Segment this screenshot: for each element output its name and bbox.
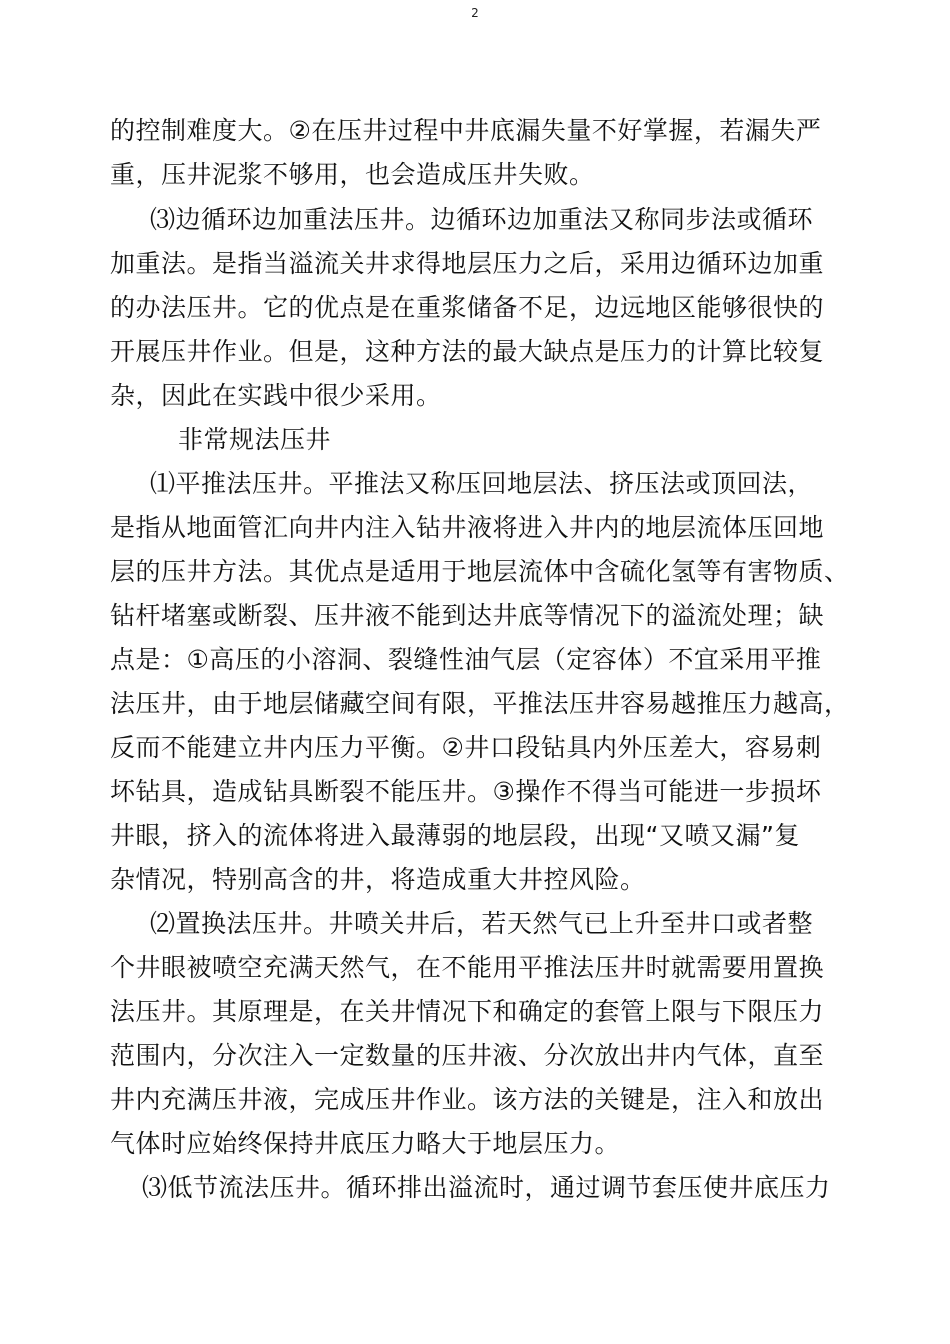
text-line: 法压井。其原理是，在关井情况下和确定的套管上限与下限压力 — [110, 997, 825, 1026]
text-line: ⑵置换法压井。井喷关井后，若天然气已上升至井口或者整 — [150, 909, 814, 938]
text-line: 范围内，分次注入一定数量的压井液、分次放出井内气体，直至 — [110, 1041, 825, 1070]
section-heading: 非常规法压井 — [178, 425, 332, 454]
text-line: ⑶低节流法压井。循环排出溢流时，通过调节套压使井底压力 — [142, 1173, 831, 1202]
text-line: 井眼，挤入的流体将进入最薄弱的地层段，出现“又喷又漏”复 — [110, 821, 800, 850]
text-line: 点是：①高压的小溶洞、裂缝性油气层（定容体）不宜采用平推 — [110, 645, 822, 674]
text-line: 杂情况，特别高含的井，将造成重大井控风险。 — [110, 865, 646, 894]
text-line: 层的压井方法。其优点是适用于地层流体中含硫化氢等有害物质、 — [110, 557, 850, 586]
text-line: 井内充满压井液，完成压井作业。该方法的关键是，注入和放出 — [110, 1085, 825, 1114]
text-line: 反而不能建立井内压力平衡。②井口段钻具内外压差大，容易刺 — [110, 733, 822, 762]
text-line: 的办法压井。它的优点是在重浆储备不足，边远地区能够很快的 — [110, 293, 825, 322]
text-line: 坏钻具，造成钻具断裂不能压井。③操作不得当可能进一步损坏 — [110, 777, 822, 806]
text-line: 杂，因此在实践中很少采用。 — [110, 381, 442, 410]
text-line: 法压井，由于地层储藏空间有限，平推法压井容易越推压力越高， — [110, 689, 850, 718]
text-line: 重，压井泥浆不够用，也会造成压井失败。 — [110, 160, 595, 189]
text-line: 是指从地面管汇向井内注入钻井液将进入井内的地层流体压回地 — [110, 513, 825, 542]
text-line: 开展压井作业。但是，这种方法的最大缺点是压力的计算比较复 — [110, 337, 825, 366]
text-line: ⑶边循环边加重法压井。边循环边加重法又称同步法或循环 — [150, 205, 814, 234]
text-line: 钻杆堵塞或断裂、压井液不能到达井底等情况下的溢流处理；缺 — [110, 601, 825, 630]
text-line: 的控制难度大。②在压井过程中井底漏失量不好掌握，若漏失严 — [110, 116, 822, 145]
page-number: 2 — [471, 6, 479, 20]
text-line: ⑴平推法压井。平推法又称压回地层法、挤压法或顶回法， — [150, 469, 814, 498]
text-line: 气体时应始终保持井底压力略大于地层压力。 — [110, 1129, 621, 1158]
text-line: 个井眼被喷空充满天然气，在不能用平推法压井时就需要用置换 — [110, 953, 825, 982]
text-line: 加重法。是指当溢流关井求得地层压力之后，采用边循环边加重 — [110, 249, 825, 278]
